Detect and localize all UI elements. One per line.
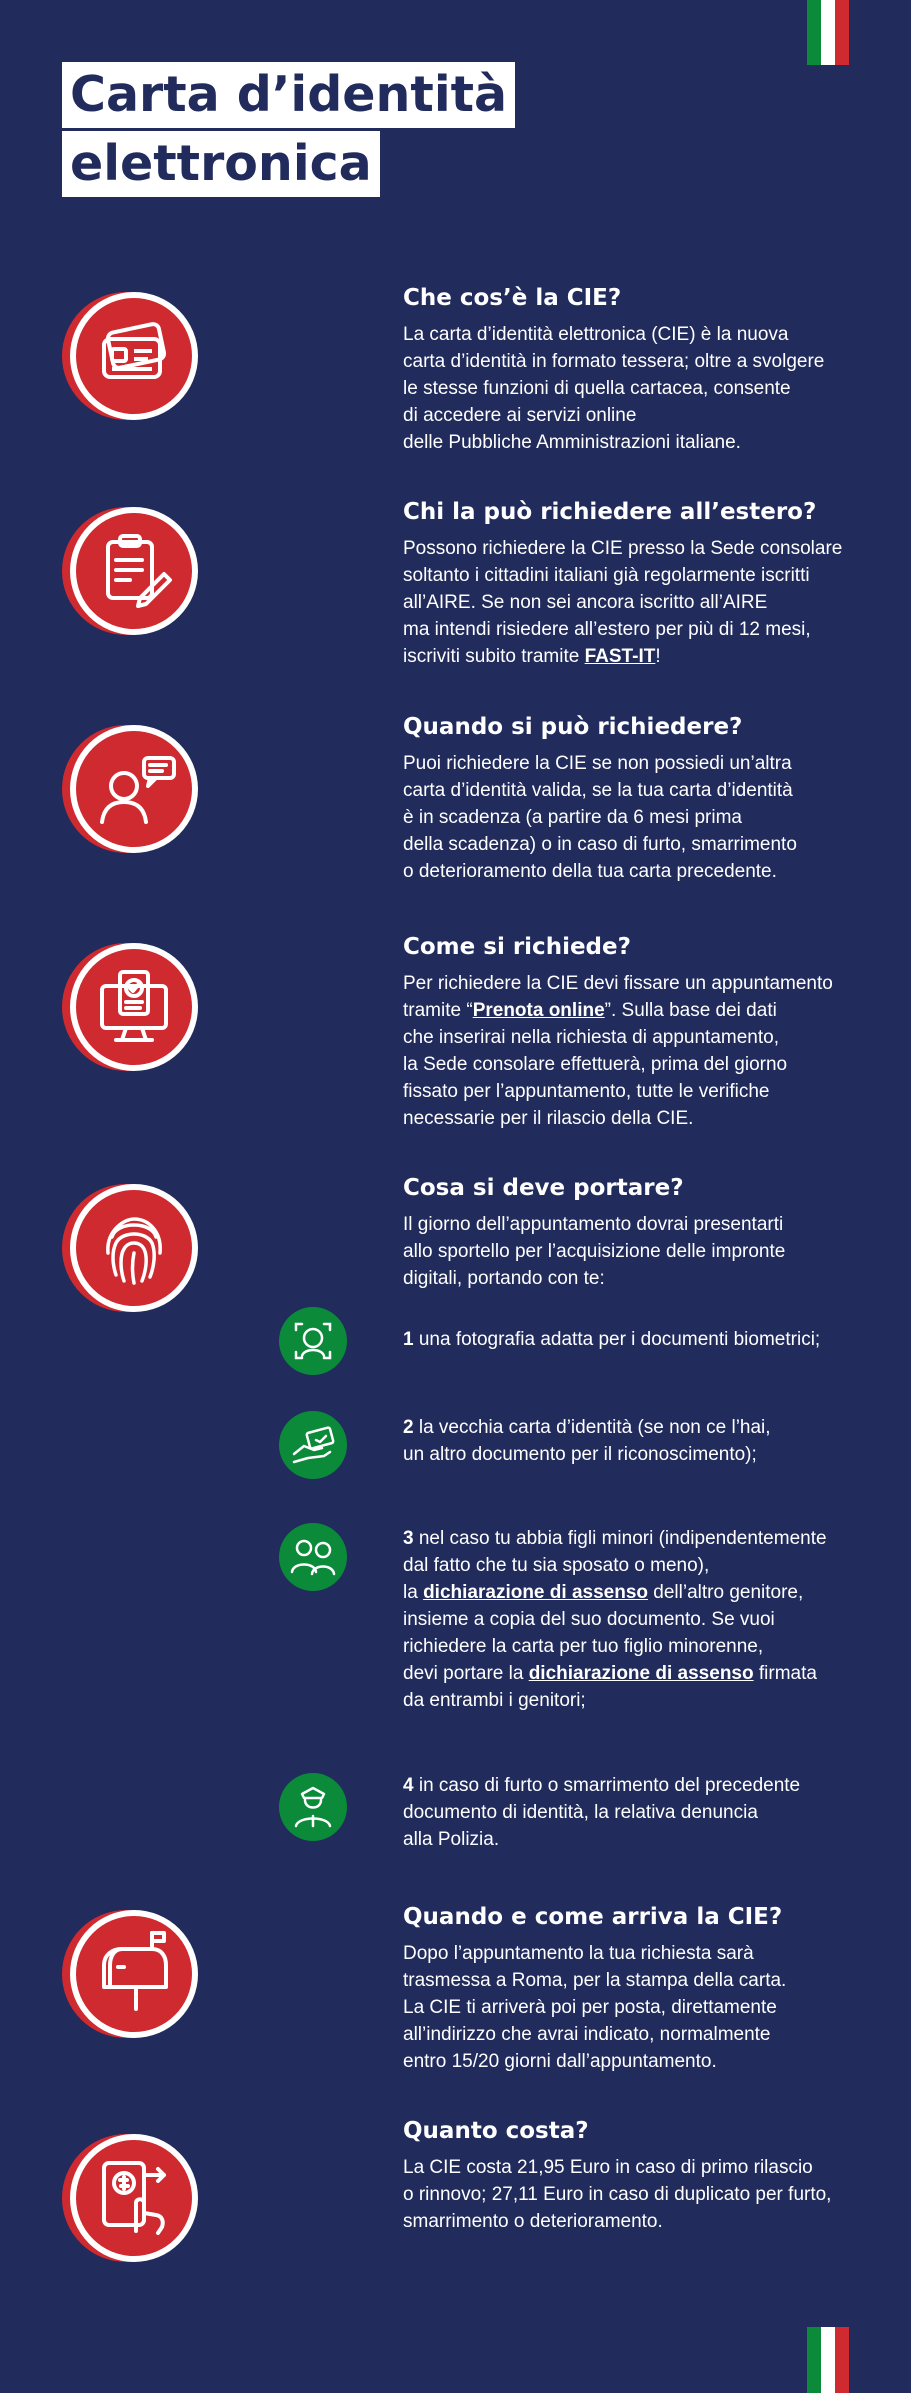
body-text: ”. Sulla base dei dati — [604, 1000, 777, 1021]
prenota-online-link[interactable]: Prenota online — [472, 1000, 605, 1021]
item-1-text — [403, 1326, 893, 1353]
id-cards-icon — [60, 285, 202, 427]
body-text: ! — [655, 646, 661, 667]
body-line: di accedere ai servizi online — [403, 405, 637, 426]
page-title — [62, 62, 515, 200]
section-who-can-apply — [403, 497, 893, 670]
section-delivery — [403, 1902, 893, 2075]
police-officer-icon — [278, 1772, 348, 1842]
item-body: devi portare la — [403, 1663, 529, 1684]
clipboard-pencil-icon — [60, 500, 202, 642]
section-body — [403, 1940, 893, 2075]
item-body: documento di identità, la relativa denuncia — [403, 1802, 758, 1823]
item-body: alla Polizia. — [403, 1829, 500, 1850]
parents-icon — [278, 1522, 348, 1592]
title-line-1: Carta d’identità — [62, 62, 515, 128]
item-body: insieme a copia del suo documento. Se vuoi — [403, 1609, 775, 1630]
body-text: tramite “ — [403, 1000, 473, 1021]
payment-hand-icon — [60, 2127, 202, 2269]
section-when — [403, 712, 893, 885]
section-cost — [403, 2116, 893, 2235]
body-line: o rinnovo; 27,11 Euro in caso di duplicato per furto, — [403, 2184, 832, 2205]
item-body: da entrambi i genitori; — [403, 1690, 586, 1711]
body-line: è in scadenza (a partire da 6 mesi prima — [403, 807, 742, 828]
italian-flag-bottom — [807, 2327, 849, 2393]
dichiarazione-assenso-link-2[interactable]: dichiarazione di assenso — [528, 1663, 754, 1684]
item-body: firmata — [753, 1663, 817, 1684]
section-title: Chi la può richiedere all’estero? — [403, 499, 817, 525]
section-body — [403, 321, 893, 456]
monitor-check-icon — [60, 936, 202, 1078]
item-body: richiedere la carta per tuo figlio minorenne, — [403, 1636, 764, 1657]
dichiarazione-assenso-link[interactable]: dichiarazione di assenso — [423, 1582, 648, 1603]
item-body: nel caso tu abbia figli minori (indipendentemente — [413, 1528, 827, 1549]
face-scan-icon — [278, 1306, 348, 1376]
body-line: Possono richiedere la CIE presso la Sede consolare — [403, 538, 843, 559]
section-body — [403, 2154, 893, 2235]
body-line: all’indirizzo che avrai indicato, normalmente — [403, 2024, 771, 2045]
item-body: in caso di furto o smarrimento del precedente — [413, 1775, 801, 1796]
body-line: necessarie per il rilascio della CIE. — [403, 1108, 694, 1129]
body-line: entro 15/20 giorni dall’appuntamento. — [403, 2051, 717, 2072]
section-title: Quando si può richiedere? — [403, 714, 743, 740]
item-body: una fotografia adatta per i documenti biometrici; — [413, 1329, 821, 1350]
item-body: la — [403, 1582, 424, 1603]
body-line: carta d’identità in formato tessera; oltre a svolgere — [403, 351, 825, 372]
body-line: le stesse funzioni di quella cartacea, consente — [403, 378, 791, 399]
title-line-2: elettronica — [62, 131, 380, 197]
fast-it-link[interactable]: FAST-IT — [584, 646, 656, 667]
section-body — [403, 750, 893, 885]
section-body — [403, 970, 893, 1132]
body-line: che inserirai nella richiesta di appuntamento, — [403, 1027, 779, 1048]
body-line: Dopo l’appuntamento la tua richiesta sarà — [403, 1943, 754, 1964]
section-title: Che cos’è la CIE? — [403, 285, 622, 311]
section-title: Quando e come arriva la CIE? — [403, 1904, 783, 1930]
body-line: La carta d’identità elettronica (CIE) è la nuova — [403, 324, 789, 345]
section-body — [403, 535, 893, 670]
body-line: La CIE ti arriverà poi per posta, direttamente — [403, 1997, 777, 2018]
body-line: allo sportello per l’acquisizione delle impronte — [403, 1241, 786, 1262]
body-line: la Sede consolare effettuerà, prima del giorno — [403, 1054, 788, 1075]
section-title: Come si richiede? — [403, 934, 631, 960]
section-title: Cosa si deve portare? — [403, 1175, 684, 1201]
body-line: iscriviti subito tramite — [403, 646, 585, 667]
body-line: La CIE costa 21,95 Euro in caso di primo rilascio — [403, 2157, 813, 2178]
item-4-text — [403, 1772, 893, 1853]
body-line: delle Pubbliche Amministrazioni italiane. — [403, 432, 741, 453]
italian-flag-top — [807, 0, 849, 65]
item-3-text — [403, 1525, 893, 1714]
body-line: smarrimento o deterioramento. — [403, 2211, 663, 2232]
item-number: 1 — [403, 1329, 414, 1350]
body-line: ma intendi risiedere all’estero per più di 12 mesi, — [403, 619, 811, 640]
person-chat-icon — [60, 718, 202, 860]
body-line: Il giorno dell’appuntamento dovrai presentarti — [403, 1214, 784, 1235]
section-what-is — [403, 283, 893, 456]
body-line: fissato per l’appuntamento, tutte le verifiche — [403, 1081, 770, 1102]
body-line: Puoi richiedere la CIE se non possiedi un’altra — [403, 753, 792, 774]
section-title: Quanto costa? — [403, 2118, 589, 2144]
body-line: soltanto i cittadini italiani già regolarmente iscritti — [403, 565, 810, 586]
mailbox-icon — [60, 1903, 202, 2045]
body-line: della scadenza) o in caso di furto, smarrimento — [403, 834, 797, 855]
item-body: dal fatto che tu sia sposato o meno), — [403, 1555, 710, 1576]
item-number: 4 — [403, 1775, 414, 1796]
body-line: carta d’identità valida, se la tua carta d’identità — [403, 780, 793, 801]
body-line: digitali, portando con te: — [403, 1268, 605, 1289]
fingerprint-icon — [60, 1177, 202, 1319]
body-line: Per richiedere la CIE devi fissare un appuntamento — [403, 973, 833, 994]
id-card-hand-icon — [278, 1410, 348, 1480]
section-how — [403, 932, 893, 1132]
body-line: o deterioramento della tua carta precedente. — [403, 861, 777, 882]
section-what-to-bring — [403, 1173, 893, 1292]
item-body: la vecchia carta d’identità (se non ce l’hai, — [413, 1417, 771, 1438]
item-body: un altro documento per il riconoscimento); — [403, 1444, 757, 1465]
body-line: all’AIRE. Se non sei ancora iscritto all’AIRE — [403, 592, 768, 613]
item-body: dell’altro genitore, — [648, 1582, 804, 1603]
body-line: trasmessa a Roma, per la stampa della carta. — [403, 1970, 787, 1991]
section-body — [403, 1211, 893, 1292]
item-number: 3 — [403, 1528, 414, 1549]
item-2-text — [403, 1414, 893, 1468]
item-number: 2 — [403, 1417, 414, 1438]
